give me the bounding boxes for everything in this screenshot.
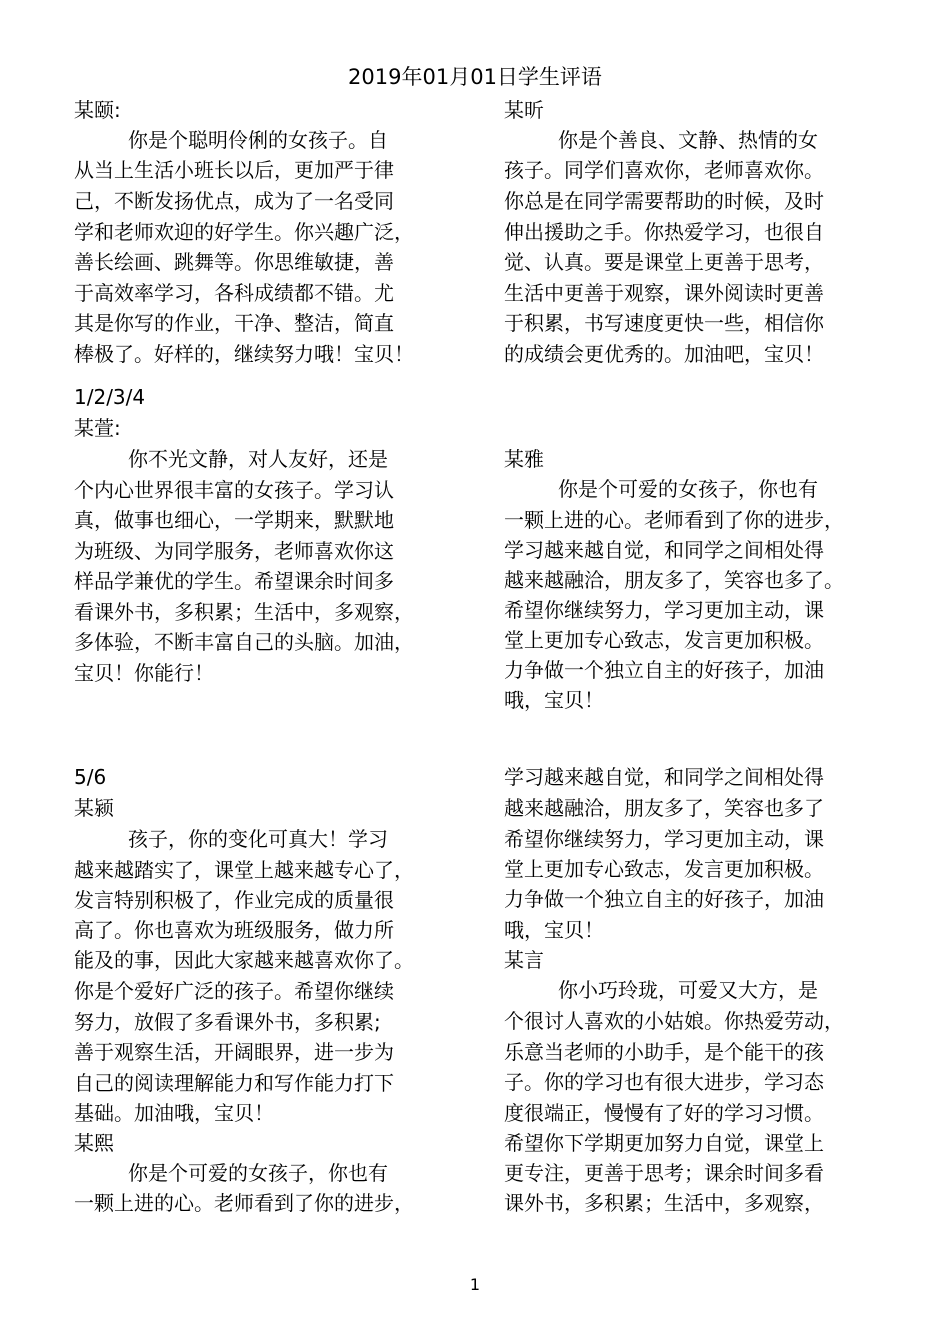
comment-line: 你是个爱好广泛的孩子。希望你继续 bbox=[74, 979, 394, 1003]
comment-line: 觉、认真。要是课堂上更善于思考， bbox=[504, 250, 824, 274]
comment-line: 你总是在同学需要帮助的时候，及时 bbox=[504, 189, 824, 213]
comment-line: 希望你下学期更加努力自觉，课堂上 bbox=[504, 1131, 824, 1155]
comment-line: 棒极了。好样的，继续努力哦！宝贝！ bbox=[74, 342, 414, 366]
student-name: 某昕 bbox=[504, 98, 544, 122]
comment-line: 子。你的学习也有很大进步，学习态 bbox=[504, 1070, 824, 1094]
comment-line: 越来越踏实了，课堂上越来越专心了， bbox=[74, 858, 414, 882]
comment-line: 课外书，多积累；生活中，多观察， bbox=[504, 1191, 824, 1215]
comment-line: 从当上生活小班长以后，更加严于律 bbox=[74, 158, 394, 182]
comment-line: 真，做事也细心，一学期来，默默地 bbox=[74, 508, 394, 532]
section-marker: 5/6 bbox=[74, 765, 107, 789]
comment-line: 哦，宝贝！ bbox=[504, 918, 604, 942]
comment-line: 个很讨人喜欢的小姑娘。你热爱劳动， bbox=[504, 1009, 844, 1033]
student-name: 某熙 bbox=[74, 1131, 114, 1155]
comment-line: 度很端正，慢慢有了好的学习习惯。 bbox=[504, 1101, 824, 1125]
comment-line: 越来越融洽，朋友多了，笑容也多了 bbox=[504, 796, 824, 820]
comment-line: 于积累，书写速度更快一些，相信你 bbox=[504, 311, 824, 335]
comment-line: 你是个可爱的女孩子，你也有 bbox=[128, 1161, 388, 1185]
comment-line: 样品学兼优的学生。希望课余时间多 bbox=[74, 569, 394, 593]
student-name: 某颐: bbox=[74, 98, 121, 122]
comment-line: 堂上更加专心致志，发言更加积极。 bbox=[504, 628, 824, 652]
comment-line: 发言特别积极了，作业完成的质量很 bbox=[74, 888, 394, 912]
comment-line: 力争做一个独立自主的好孩子，加油 bbox=[504, 658, 824, 682]
student-name: 某言 bbox=[504, 948, 544, 972]
comment-line: 高了。你也喜欢为班级服务，做力所 bbox=[74, 918, 394, 942]
comment-line: 力争做一个独立自主的好孩子，加油 bbox=[504, 887, 824, 911]
comment-line: 你是个聪明伶俐的女孩子。自 bbox=[128, 128, 388, 152]
comment-line: 哦，宝贝！ bbox=[504, 688, 604, 712]
comment-line: 越来越融洽，朋友多了，笑容也多了。 bbox=[504, 568, 844, 592]
comment-line: 善于观察生活，开阔眼界，进一步为 bbox=[74, 1040, 394, 1064]
comment-line: 善长绘画、跳舞等。你思维敏捷，善 bbox=[74, 250, 394, 274]
comment-line: 更专注，更善于思考；课余时间多看 bbox=[504, 1161, 824, 1185]
comment-line: 你小巧玲珑，可爱又大方，是 bbox=[558, 978, 818, 1002]
comment-line: 基础。加油哦，宝贝！ bbox=[74, 1101, 274, 1125]
comment-line: 己，不断发扬优点，成为了一名受同 bbox=[74, 189, 394, 213]
comment-line: 自己的阅读理解能力和写作能力打下 bbox=[74, 1071, 394, 1095]
comment-line: 的成绩会更优秀的。加油吧，宝贝！ bbox=[504, 342, 824, 366]
comment-line: 其是你写的作业，干净、整洁，简直 bbox=[74, 311, 394, 335]
comment-line: 个内心世界很丰富的女孩子。学习认 bbox=[74, 478, 394, 502]
comment-line: 一颗上进的心。老师看到了你的进步， bbox=[504, 508, 844, 532]
comment-line: 孩子。同学们喜欢你，老师喜欢你。 bbox=[504, 158, 824, 182]
comment-line: 多体验，不断丰富自己的头脑。加油， bbox=[74, 630, 414, 654]
comment-line: 你是个善良、文静、热情的女 bbox=[558, 128, 818, 152]
page-title: 2019年01月01日学生评语 bbox=[348, 65, 602, 89]
comment-line: 伸出援助之手。你热爱学习，也很自 bbox=[504, 220, 824, 244]
student-name: 某萱: bbox=[74, 416, 121, 440]
comment-line: 学习越来越自觉，和同学之间相处得 bbox=[504, 538, 824, 562]
comment-line: 于高效率学习，各科成绩都不错。尤 bbox=[74, 281, 394, 305]
comment-line: 能及的事，因此大家越来越喜欢你了。 bbox=[74, 948, 414, 972]
comment-line: 学和老师欢迎的好学生。你兴趣广泛， bbox=[74, 220, 414, 244]
comment-line: 你是个可爱的女孩子，你也有 bbox=[558, 477, 818, 501]
comment-line: 为班级、为同学服务，老师喜欢你这 bbox=[74, 539, 394, 563]
comment-line: 努力，放假了多看课外书，多积累; bbox=[74, 1010, 381, 1034]
comment-line: 孩子，你的变化可真大！学习 bbox=[128, 827, 388, 851]
comment-line: 堂上更加专心致志，发言更加积极。 bbox=[504, 857, 824, 881]
comment-line: 希望你继续努力，学习更加主动，课 bbox=[504, 598, 824, 622]
comment-line: 你不光文静，对人友好，还是 bbox=[128, 447, 388, 471]
student-name: 某雅 bbox=[504, 447, 544, 471]
comment-line: 生活中更善于观察，课外阅读时更善 bbox=[504, 281, 824, 305]
comment-line: 一颗上进的心。老师看到了你的进步， bbox=[74, 1191, 414, 1215]
page-number: 1 bbox=[469, 1275, 481, 1294]
comment-line: 乐意当老师的小助手，是个能干的孩 bbox=[504, 1040, 824, 1064]
comment-line: 宝贝！你能行！ bbox=[74, 661, 214, 685]
comment-line: 希望你继续努力，学习更加主动，课 bbox=[504, 827, 824, 851]
comment-line: 看课外书，多积累；生活中，多观察， bbox=[74, 600, 414, 624]
comment-line: 学习越来越自觉，和同学之间相处得 bbox=[504, 765, 824, 789]
section-marker: 1/2/3/4 bbox=[74, 385, 146, 409]
student-name: 某颍 bbox=[74, 796, 114, 820]
